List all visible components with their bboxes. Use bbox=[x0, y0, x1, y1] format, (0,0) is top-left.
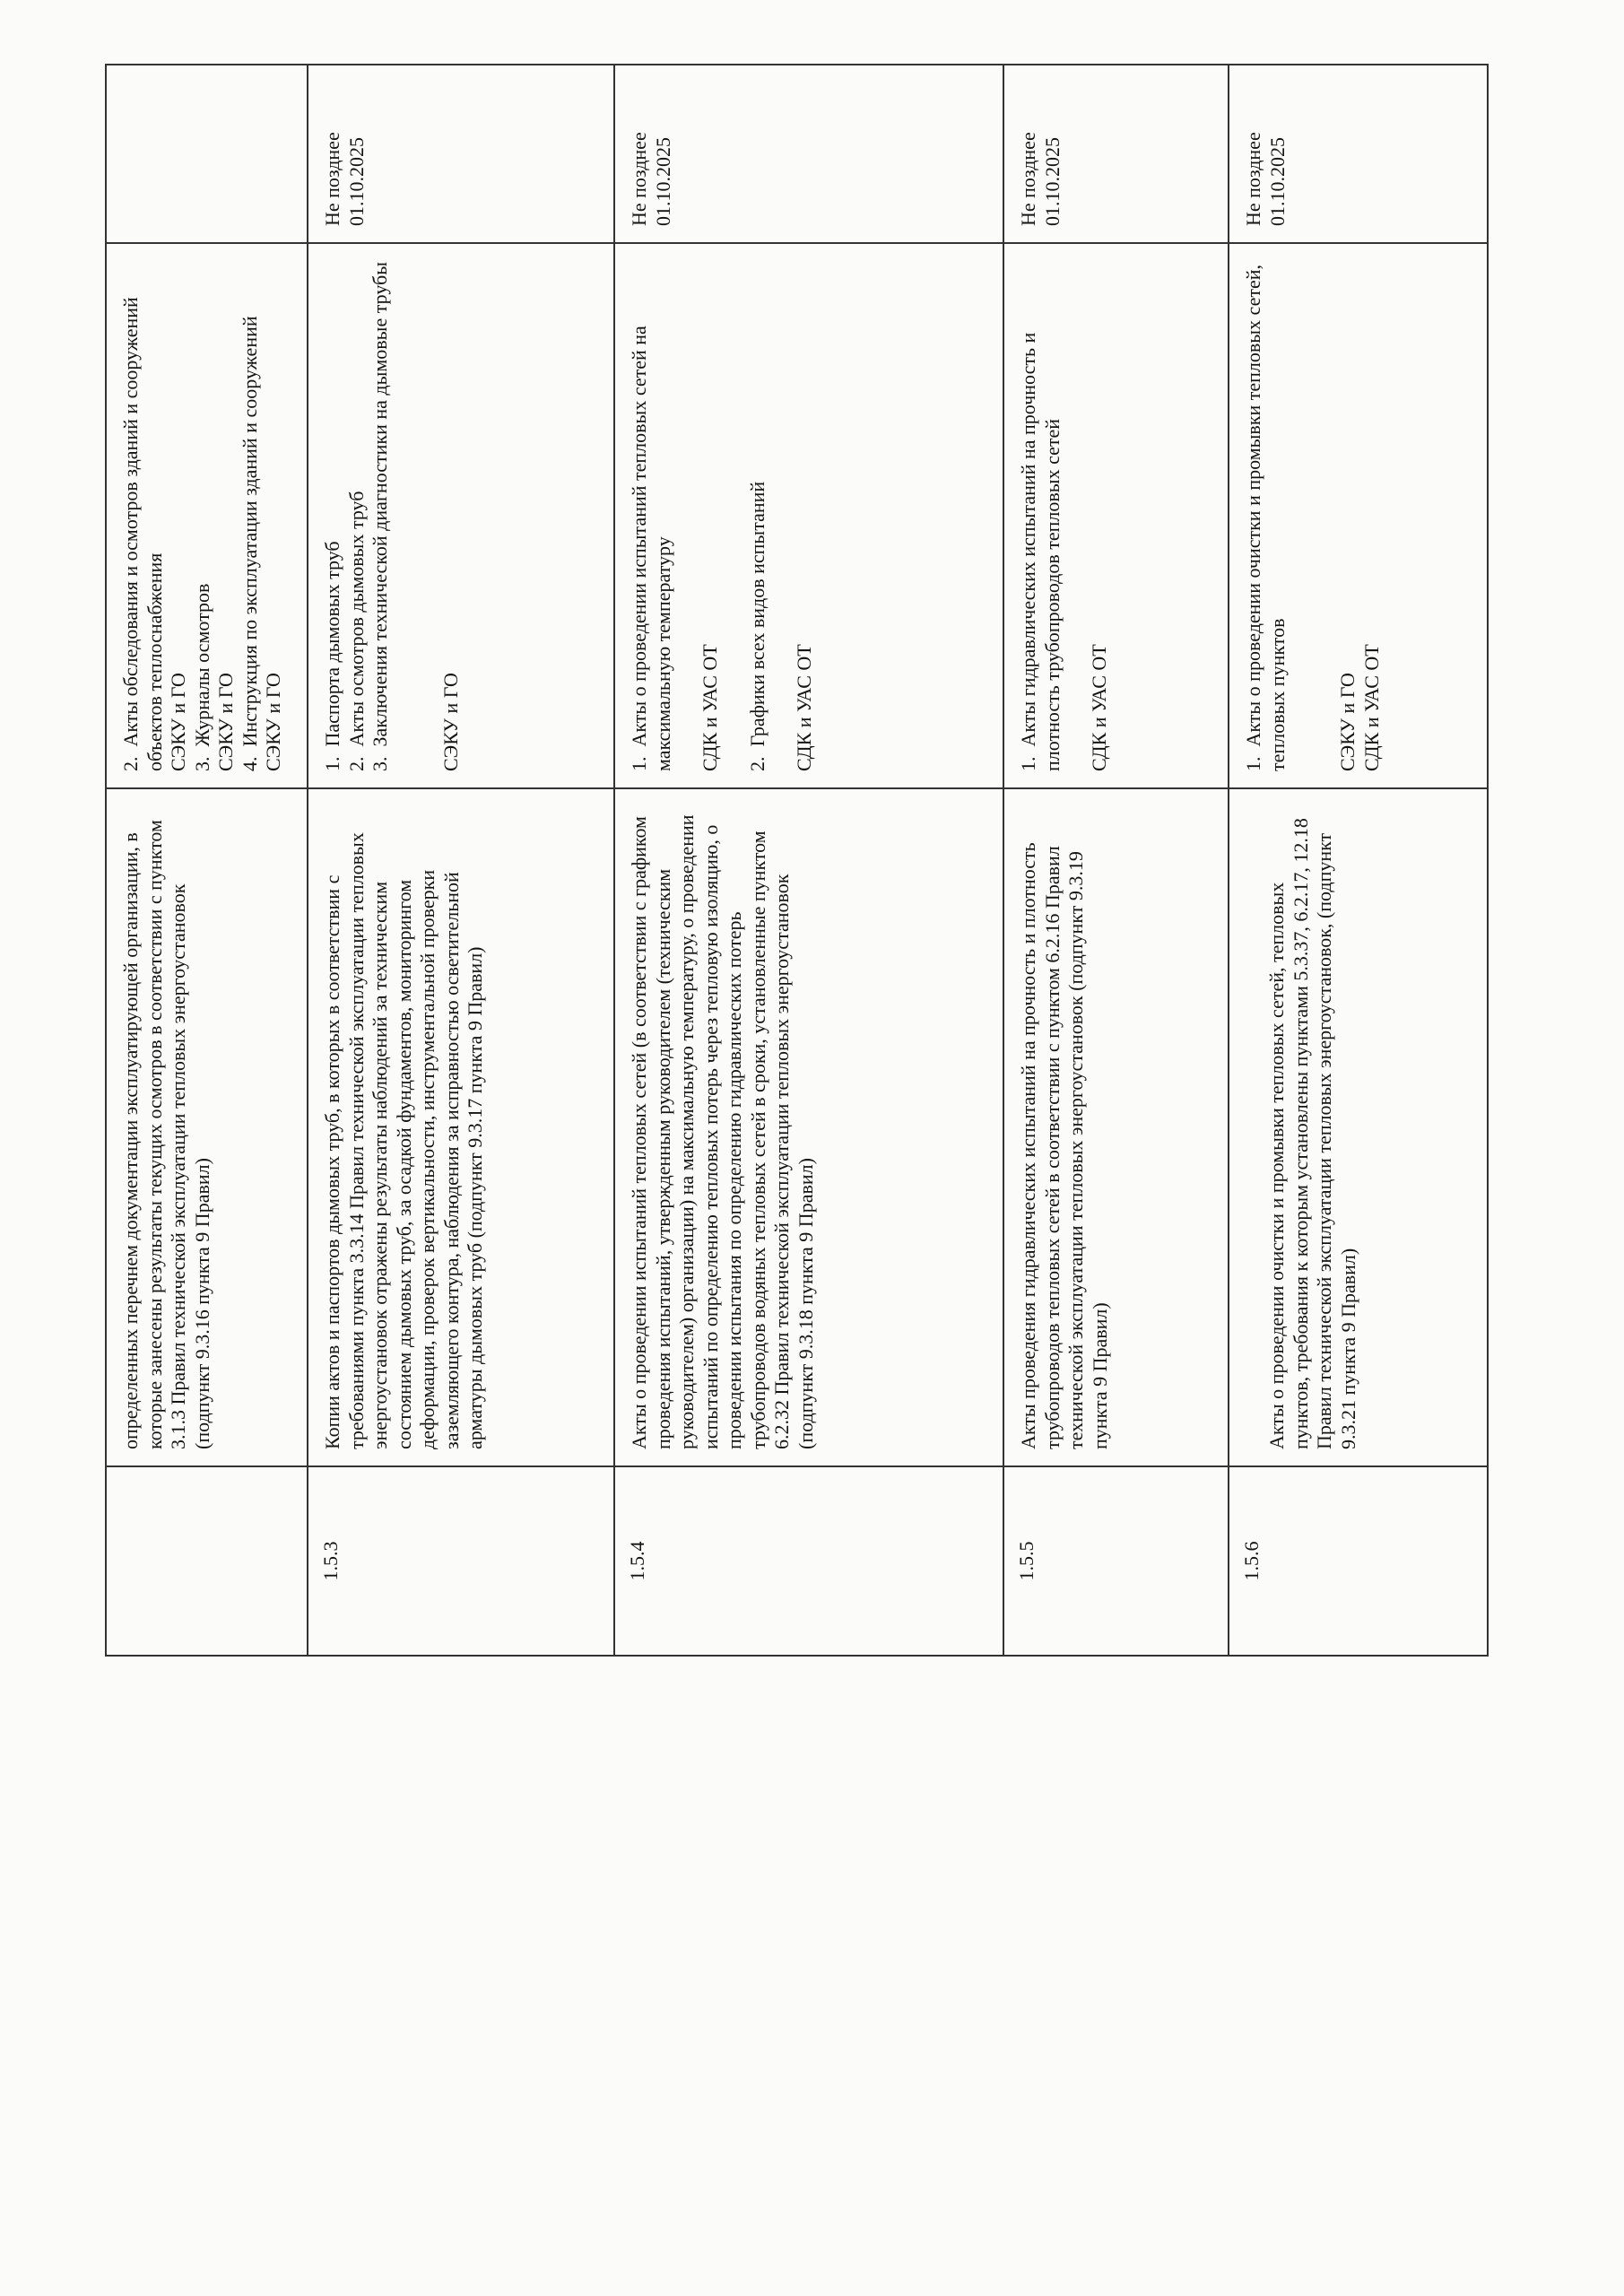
requirement-text: Акты проведения гидравлических испытаний на прочность и плотность трубопроводов тепловых сетей в соответствии с пунктом 6.2.16 Правил технической эксплуатации тепловых энергоустановок (подпункт 9.3.19 пункта 9 Правил) bbox=[1017, 842, 1111, 1449]
row-number: 1.5.6 bbox=[1229, 1466, 1488, 1656]
doc-owner: СЭКУ и ГО bbox=[167, 673, 189, 771]
doc-item: 1. Акты о проведении испытаний тепловых сетей на максимальную температуру bbox=[628, 326, 674, 771]
deadline-cell: Не позднее 01.10.2025 bbox=[614, 65, 1003, 243]
doc-item: 2. Акты обследования и осмотров зданий и сооружений объектов теплоснабжения bbox=[119, 297, 166, 771]
row-number: 1.5.5 bbox=[1003, 1466, 1229, 1656]
doc-item: 3. Заключения технической диагностики на дымовые трубы bbox=[369, 261, 391, 771]
doc-owner: СЭКУ и ГО bbox=[214, 673, 237, 771]
requirement-text: Акты о проведении испытаний тепловых сетей (в соответствии с графиком проведения испытаний, утвержденным руководителем (техническим руководителем) организации) на максимальную температуру, о проведении испытаний по определению тепловых потерь через тепловую изоляцию, о проведении испытания по определению гидравлических потерь трубопроводов водяных тепловых сетей в сроки, установленные пунктом 6.2.32 Правил технической эксплуатации тепловых энергоустановок (подпункт 9.3.18 пункта 9 Правил) bbox=[628, 814, 817, 1449]
doc-owner: СДК и УАС ОТ bbox=[793, 644, 815, 771]
deadline-cell: Не позднее 01.10.2025 bbox=[308, 65, 614, 243]
doc-item: 2. Графики всех видов испытаний bbox=[745, 481, 769, 771]
requirement-cell bbox=[1003, 788, 1229, 1466]
doc-owner: СЭКУ и ГО bbox=[262, 673, 284, 771]
requirement-cell bbox=[106, 788, 308, 1466]
table-row bbox=[614, 65, 1003, 1656]
doc-item: 3. Журналы осмотров bbox=[190, 583, 213, 771]
documents-cell bbox=[106, 243, 308, 788]
doc-item: 1. Акты о проведении очистки и промывки тепловых сетей, тепловых пунктов bbox=[1242, 264, 1289, 771]
row-number: 1.5.4 bbox=[614, 1466, 1003, 1656]
documents-cell bbox=[1003, 243, 1229, 788]
table-row bbox=[1003, 65, 1229, 1656]
table-row bbox=[106, 65, 308, 1656]
deadline-cell: Не позднее 01.10.2025 bbox=[1229, 65, 1488, 243]
doc-owner: СДК и УАС ОТ bbox=[1088, 644, 1110, 771]
documents-cell bbox=[614, 243, 1003, 788]
doc-item: 1. Паспорта дымовых труб bbox=[321, 541, 343, 771]
documents-cell bbox=[308, 243, 614, 788]
documents-cell bbox=[1229, 243, 1488, 788]
requirement-cell bbox=[614, 788, 1003, 1466]
doc-owner: СЭКУ и ГО bbox=[1336, 673, 1359, 771]
requirement-cell bbox=[1229, 788, 1488, 1466]
requirement-text: Акты о проведении очистки и промывки тепловых сетей, тепловых пунктов, требования к которым установлены пунктами 5.3.37, 6.2.17, 12.18 Правил технической эксплуатации тепловых энергоустановок, (подпункт 9.3.21 пункта 9 Правил) bbox=[1265, 818, 1359, 1449]
table-row bbox=[1229, 65, 1488, 1656]
doc-owner: СЭКУ и ГО bbox=[439, 673, 462, 771]
doc-item: 1. Акты гидравлических испытаний на прочность и плотность трубопроводов тепловых сетей bbox=[1017, 332, 1064, 771]
table-row bbox=[308, 65, 614, 1656]
deadline-cell: Не позднее 01.10.2025 bbox=[1003, 65, 1229, 243]
doc-item: 2. Акты осмотров дымовых труб bbox=[344, 491, 368, 771]
requirement-cell bbox=[308, 788, 614, 1466]
deadline-cell bbox=[106, 65, 308, 243]
row-number bbox=[106, 1466, 308, 1656]
requirement-text: определенных перечнем документации эксплуатирующей организации, в которые занесены результаты текущих осмотров в соответствии с пунктом 3.1.3 Правил технической эксплуатации тепловых энергоустановок (подпункт 9.3.16 пункта 9 Правил) bbox=[119, 820, 213, 1449]
requirement-text: Копии актов и паспортов дымовых труб, в которых в соответствии с требованиями пункта 3.3.14 Правил технической эксплуатации тепловых энергоустановок отражены результаты наблюдений за техническим состоянием дымовых труб, за осадкой фундаментов, мониторингом деформации, проверок вертикальности, инструментальной проверки заземляющего контура, наблюдения за исправностью осветительной арматуры дымовых труб (подпункт 9.3.17 пункта 9 Правил) bbox=[321, 832, 486, 1449]
doc-item: 4. Инструкция по эксплуатации зданий и сооружений bbox=[238, 316, 261, 771]
requirements-table bbox=[105, 64, 1489, 1657]
doc-owner: СДК и УАС ОТ bbox=[1359, 644, 1383, 771]
row-number: 1.5.3 bbox=[308, 1466, 614, 1656]
doc-owner: СДК и УАС ОТ bbox=[699, 644, 721, 771]
